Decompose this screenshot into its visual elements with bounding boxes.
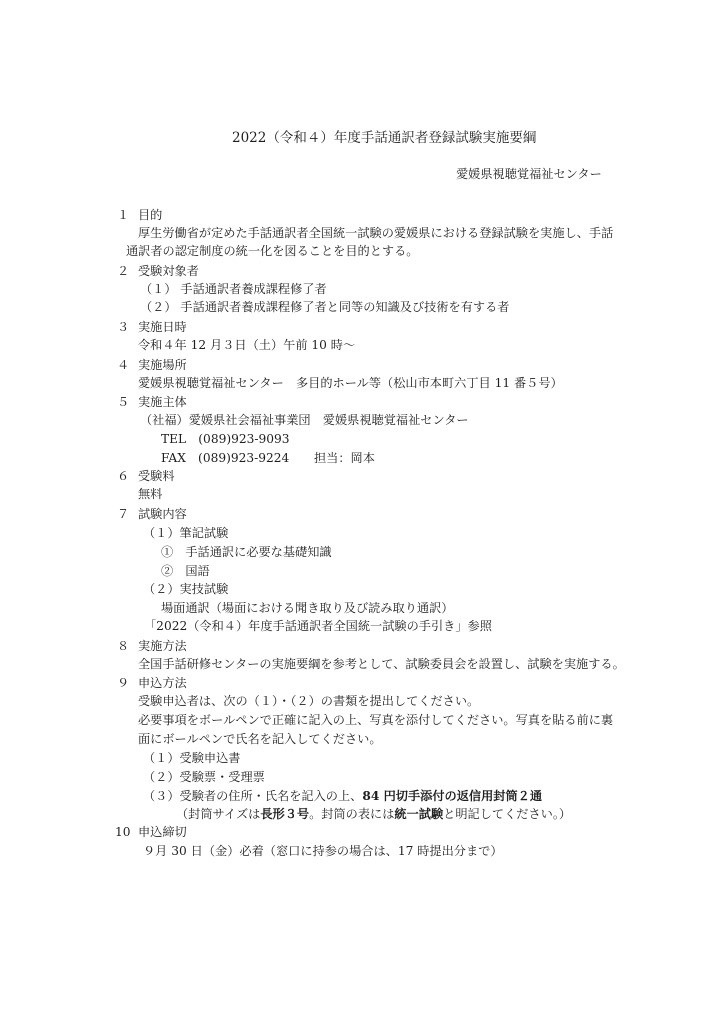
section-7-practical-item-1: 場面通訳（場面における聞き取り及び読み取り通訳） [161, 601, 454, 615]
section-7-written-item-2: ② 国語 [161, 564, 210, 578]
organization-name: 愛媛県視聴覚福祉センター [456, 167, 602, 181]
section-3-datetime: 令和４年 12 月３日（土）午前 10 時～ [138, 338, 356, 352]
section-6-fee: 無料 [138, 487, 163, 501]
section-5-fax: FAX (089)923-9224 [161, 451, 290, 465]
section-9-document-3-text: （３）受験者の住所・氏名を記入の上、 [143, 789, 363, 803]
section-1-text-line-1: 厚生労働省が定めた手話通訳者全国統一試験の愛媛県における登録試験を実施し、手話 [138, 226, 614, 240]
section-5-organizer: （社福）愛媛県社会福祉事業団 愛媛県視聴覚福祉センター [140, 413, 469, 427]
section-6-number: ６ [117, 469, 130, 483]
section-9-envelope-note [176, 805, 571, 823]
section-7-written-exam: （１）筆記試験 [143, 526, 229, 540]
section-8-number: ８ [117, 639, 130, 653]
section-10-number: 10 [115, 825, 131, 839]
section-2-item-1: （１） 手話通訳者養成課程修了者 [140, 282, 327, 296]
section-6-heading: 受験料 [138, 469, 175, 483]
section-2-heading: 受験対象者 [138, 264, 199, 278]
section-9-text-line-3: 面にボールペンで氏名を記入してください。 [138, 732, 382, 746]
section-7-practical-exam: （２）実技試験 [143, 582, 229, 596]
section-9-document-3-emphasis: 84 円切手添付の返信用封筒２通 [362, 789, 543, 803]
section-8-method: 全国手話研修センターの実施要綱を参考として、試験委員会を設置し、試験を実施する。 [138, 657, 625, 671]
envelope-note-suffix: と明記してください。） [443, 807, 572, 821]
section-5-heading: 実施主体 [138, 395, 187, 409]
section-5-contact-person: 担当：岡本 [314, 451, 375, 465]
section-5-number: ５ [117, 395, 130, 409]
section-9-text-line-1: 受験申込者は、次の（１）・（２）の書類を提出してください。 [138, 694, 480, 708]
envelope-size: 長形３号 [260, 807, 310, 821]
envelope-note-mid: 。封筒の表には [309, 807, 395, 821]
document-title: 2022（令和４）年度手話通訳者登録試験実施要綱 [232, 130, 537, 146]
envelope-label: 統一試験 [394, 807, 444, 821]
section-1-number: １ [117, 208, 130, 222]
section-9-document-3 [143, 787, 542, 805]
section-10-heading: 申込締切 [138, 825, 187, 839]
section-3-heading: 実施日時 [138, 320, 187, 334]
section-4-number: ４ [117, 358, 130, 372]
section-4-heading: 実施場所 [138, 358, 187, 372]
section-4-venue: 愛媛県視聴覚福祉センター 多目的ホール等（松山市本町六丁目 11 番５号） [138, 376, 563, 390]
section-7-reference: 「2022（令和４）年度手話通訳者全国統一試験の手引き」参照 [144, 619, 492, 633]
section-10-deadline: ９月 30 日（金）必着（窓口に持参の場合は、17 時提出分まで） [143, 844, 503, 858]
section-9-text-line-2: 必要事項をボールペンで正確に記入の上、写真を添付してください。写真を貼る前に裏 [138, 713, 614, 727]
section-7-written-item-1: ① 手話通訳に必要な基礎知識 [161, 545, 332, 559]
section-1-text-line-2: 通訳者の認定制度の統一化を図ることを目的とする。 [126, 244, 419, 258]
section-8-heading: 実施方法 [138, 639, 187, 653]
section-7-heading: 試験内容 [138, 507, 187, 521]
section-9-document-2: （２）受験票・受理票 [143, 770, 265, 784]
section-2-number: ２ [117, 264, 130, 278]
section-1-heading: 目的 [138, 208, 163, 222]
section-3-number: ３ [117, 320, 130, 334]
section-9-number: ９ [117, 676, 130, 690]
section-2-item-2: （２） 手話通訳者養成課程修了者と同等の知識及び技術を有する者 [140, 300, 510, 314]
section-9-document-1: （１）受験申込書 [143, 751, 241, 765]
section-9-heading: 申込方法 [138, 676, 187, 690]
section-7-number: ７ [117, 507, 130, 521]
section-5-tel: TEL (089)923-9093 [161, 432, 290, 446]
envelope-note-prefix: （封筒サイズは [176, 807, 261, 821]
